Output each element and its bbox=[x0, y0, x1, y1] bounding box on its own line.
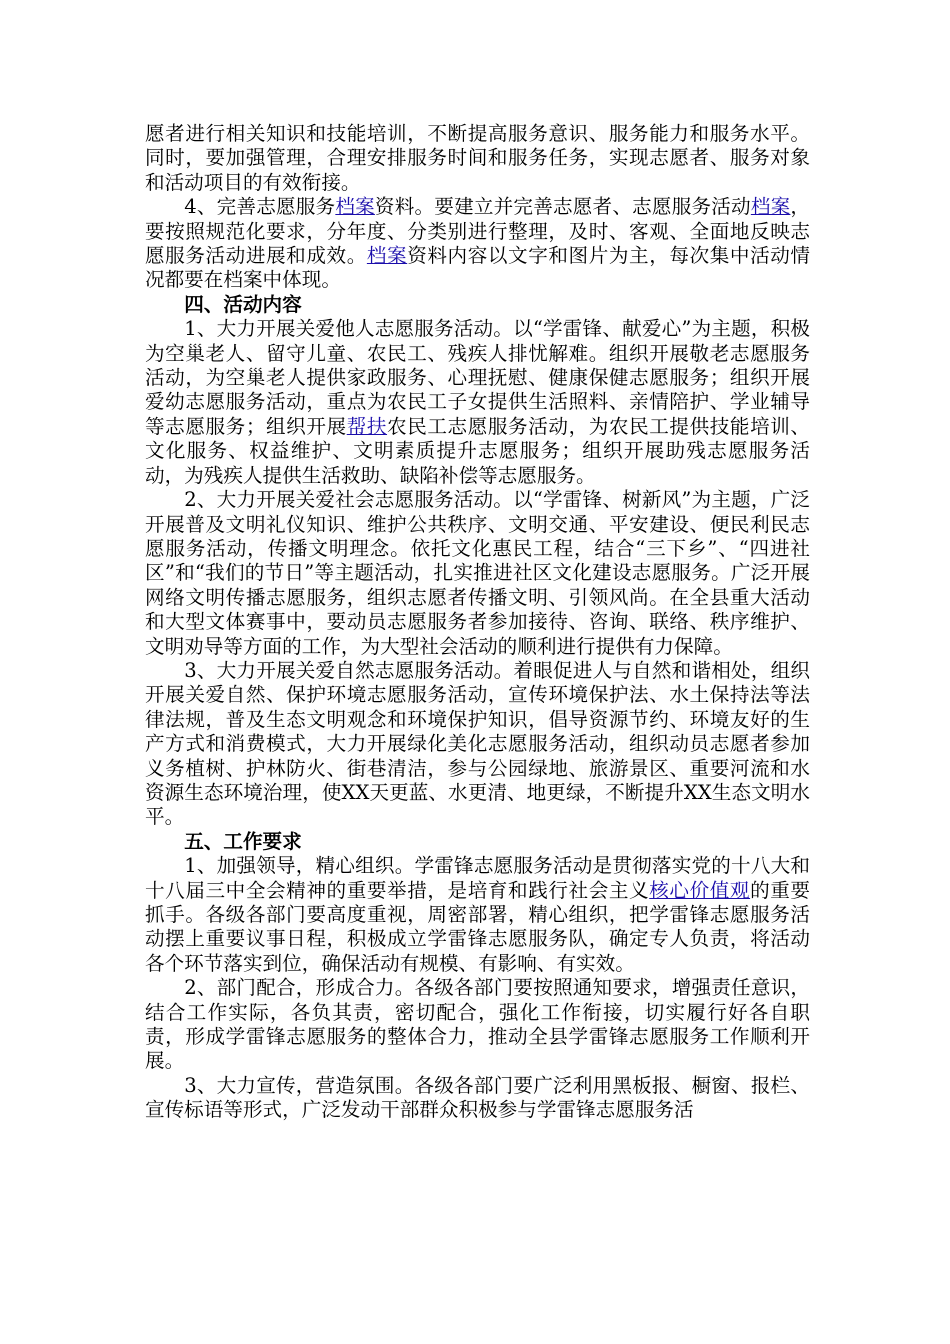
body-paragraph bbox=[145, 195, 810, 293]
paragraph-text: 四、活动内容 bbox=[184, 292, 302, 316]
keyword-link[interactable]: 档案 bbox=[366, 244, 408, 268]
section-heading bbox=[145, 293, 810, 317]
paragraph-text: 3、大力宣传，营造氛围。各级各部门要广泛利用黑板报、橱窗、报栏、宣传标语等形式，广泛发动干部群众积极参与学雷锋志愿服务活 bbox=[145, 1073, 810, 1122]
paragraph-text: 1、加强领导，精心组织。学雷锋志愿服务活动是贯彻落实党的十八大和十八届三中全会精神的重要举措，是培育和践行社会主义 bbox=[145, 854, 810, 902]
body-paragraph bbox=[145, 122, 810, 195]
keyword-link[interactable]: 档案 bbox=[335, 195, 375, 219]
keyword-link[interactable]: 核心价值观 bbox=[649, 878, 751, 902]
body-paragraph bbox=[145, 317, 810, 488]
paragraph-text: 2、部门配合，形成合力。各级各部门要按照通知要求，增强责任意识，结合工作实际，各负其责，密切配合，强化工作衔接，切实履行好各自职责，形成学雷锋志愿服务的整体合力，推动全县学雷锋志愿服务工作顺利开展。 bbox=[145, 976, 810, 1073]
body-paragraph bbox=[145, 659, 810, 830]
document-body bbox=[145, 122, 810, 1123]
paragraph-text: 五、工作要求 bbox=[184, 829, 302, 853]
paragraph-text: 资料内容以文字和图片为主，每次集中活动情况都要在档案中体现。 bbox=[145, 244, 811, 292]
keyword-link[interactable]: 档案 bbox=[750, 195, 791, 219]
paragraph-text: 4、完善志愿服务 bbox=[184, 195, 336, 219]
paragraph-text: 的重要抓手。各级各部门要高度重视，周密部署，精心组织，把学雷锋志愿服务活动摆上重要议事日程，积极成立学雷锋志愿服务队，确定专人负责，将活动各个环节落实到位，确保活动有规模、有影响、有实效。 bbox=[145, 878, 811, 975]
paragraph-text: 2、大力开展关爱社会志愿服务活动。以“学雷锋、树新风”为主题，广泛开展普及文明礼仪知识、维护公共秩序、文明交通、平安建设、便民利民志愿服务活动，传播文明理念。依托文化惠民工程，结合“三下乡”、“四进社区”和“我们的节日”等主题活动，扎实推进社区文化建设志愿服务。广泛开展网络文明传播志愿服务，组织志愿者传播文明、引领风尚。在全县重大活动和大型文体赛事中，要动员志愿服务者参加接待、咨询、联络、秩序维护、文明劝导等方面的工作，为大型社会活动的顺利进行提供有力保障。 bbox=[145, 488, 810, 658]
paragraph-text: 愿者进行相关知识和技能培训，不断提高服务意识、服务能力和服务水平。同时，要加强管理，合理安排服务时间和服务任务，实现志愿者、服务对象和活动项目的有效衔接。 bbox=[145, 122, 810, 194]
paragraph-text: 资料。要建立并完善志愿者、志愿服务活动 bbox=[374, 195, 751, 219]
paragraph-text: 农民工志愿服务活动，为农民工提供技能培训、文化服务、权益维护、文明素质提升志愿服务；组织开展助残志愿服务活动，为残疾人提供生活救助、缺陷补偿等志愿服务。 bbox=[145, 414, 811, 487]
paragraph-text: 1、大力开展关爱他人志愿服务活动。以“学雷锋、献爱心”为主题，积极为空巢老人、留守儿童、农民工、残疾人排忧解难。组织开展敬老志愿服务活动，为空巢老人提供家政服务、心理抚慰、健康保健志愿服务；组织开展爱幼志愿服务活动，重点为农民工子女提供生活照料、亲情陪护、学业辅导等志愿服务；组织开展 bbox=[145, 317, 810, 438]
keyword-link[interactable]: 帮扶 bbox=[346, 414, 388, 438]
body-paragraph bbox=[145, 976, 810, 1074]
paragraph-text: 3、大力开展关爱自然志愿服务活动。着眼促进人与自然和谐相处，组织开展关爱自然、保护环境志愿服务活动，宣传环境保护法、水土保持法等法律法规，普及生态文明观念和环境保护知识，倡导资源节约、环境友好的生产方式和消费模式，大力开展绿化美化志愿服务活动，组织动员志愿者参加义务植树、护林防火、街巷清洁，参与公园绿地、旅游景区、重要河流和水资源生态环境治理，使XX天更蓝、水更清、地更绿，不断提升XX生态文明水平。 bbox=[145, 658, 810, 829]
paragraph-text: ，要按照规范化要求，分年度、分类别进行整理，及时、客观、全面地反映志愿服务活动进展和成效。 bbox=[145, 195, 811, 268]
body-paragraph bbox=[145, 488, 810, 659]
section-heading bbox=[145, 830, 810, 854]
body-paragraph bbox=[145, 854, 810, 976]
body-paragraph bbox=[145, 1074, 810, 1123]
